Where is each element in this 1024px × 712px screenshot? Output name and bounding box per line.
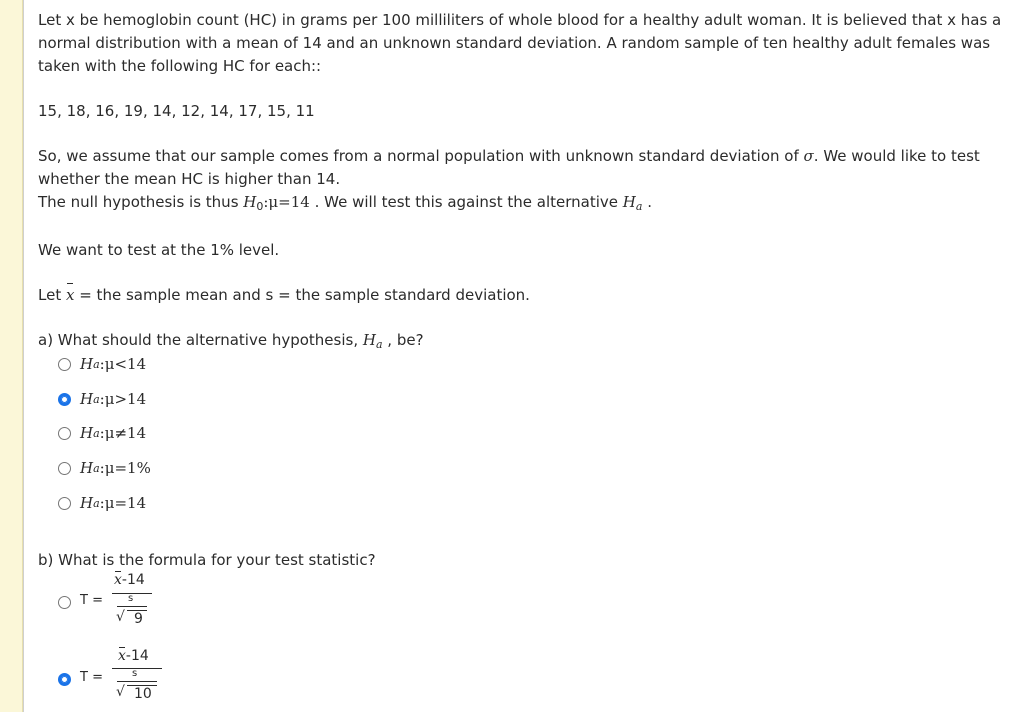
radio-button[interactable] bbox=[58, 497, 71, 510]
radio-button[interactable] bbox=[58, 427, 71, 440]
radio-button[interactable] bbox=[58, 462, 71, 475]
numerator: x-14 bbox=[118, 648, 149, 664]
alt-option-lt[interactable]: H a :μ<14 bbox=[58, 352, 146, 376]
inner-fraction-line bbox=[117, 681, 157, 682]
assume-line-1: So, we assume that our sample comes from a normal population with unknown standard deviation of σ. We would like to test bbox=[38, 147, 980, 165]
numerator: x-14 bbox=[114, 572, 145, 588]
radio-button-selected[interactable] bbox=[58, 673, 71, 686]
intro-line-1: Let x be hemoglobin count (HC) in grams per 100 milliliters of whole blood for a healthy adult woman. It is believed that x has a bbox=[38, 11, 1002, 29]
intro-line-2: normal distribution with a mean of 14 and an unknown standard deviation. A random sample of ten healthy adult females was bbox=[38, 34, 991, 52]
sqrt-symbol: √ bbox=[116, 609, 125, 625]
alt-option-eq[interactable]: H a :μ=14 bbox=[58, 491, 146, 515]
intro-line-3: taken with the following HC for each:: bbox=[38, 57, 322, 75]
alt-option-ne[interactable]: H a :μ≠14 bbox=[58, 421, 146, 445]
null-hypothesis-line: The null hypothesis is thus $H_0:\mu=14$ . We will test this against the alternative $H_a$ . bbox=[38, 193, 652, 213]
radio-button-selected[interactable] bbox=[58, 393, 71, 406]
radio-button[interactable] bbox=[58, 596, 71, 609]
inner-fraction-line bbox=[117, 606, 147, 607]
let-x-line: Let x = the sample mean and s = the sample standard deviation. bbox=[38, 284, 530, 307]
radio-button[interactable] bbox=[58, 358, 71, 371]
assume-line-2: whether the mean HC is higher than 14. bbox=[38, 170, 341, 188]
left-margin-bar bbox=[0, 0, 23, 712]
significance-level: We want to test at the 1% level. bbox=[38, 241, 280, 259]
sqrt-symbol: √ bbox=[116, 684, 125, 700]
alt-option-gt[interactable]: H a :μ>14 bbox=[58, 387, 146, 411]
alt-option-eq-percent[interactable]: H a :μ=1% bbox=[58, 456, 151, 480]
sample-values: 15, 18, 16, 19, 14, 12, 14, 17, 15, 11 bbox=[38, 102, 315, 120]
question-a-prompt: a) What should the alternative hypothesis, $H_a$ , be? bbox=[38, 331, 424, 351]
question-panel: Let x be hemoglobin count (HC) in grams per 100 milliliters of whole blood for a healthy adult woman. It is believed that x has a normal distribution with a mean of 14 and an unknown standard deviation. A random sample of ten healthy adult females was taken with the following HC for each:: 15, 18, 16, 19, 14, 12, 14, 17, 15, 11 So, we assume that our sample comes from a normal population with unknown standard deviation of σ. We would like to test whether the mean HC is higher than 14. The null hypothesis is thus $H_0:\mu=14$ . We will test this against the alternative $H_a$ . We want to test at the 1% level. Let x = the sample mean and s = the sample standard deviation. a) What should the alternative hypothesis, $H_a$ , be? H a :μ<14 H a :μ>14 H a :μ≠14 H a :μ=1% H a :μ=14 b) What is the formula for your test statistic? T = x-14 s √ 9 T = x-14 s √ 10 bbox=[23, 0, 1024, 712]
question-b-prompt: b) What is the formula for your test statistic? bbox=[38, 551, 376, 569]
